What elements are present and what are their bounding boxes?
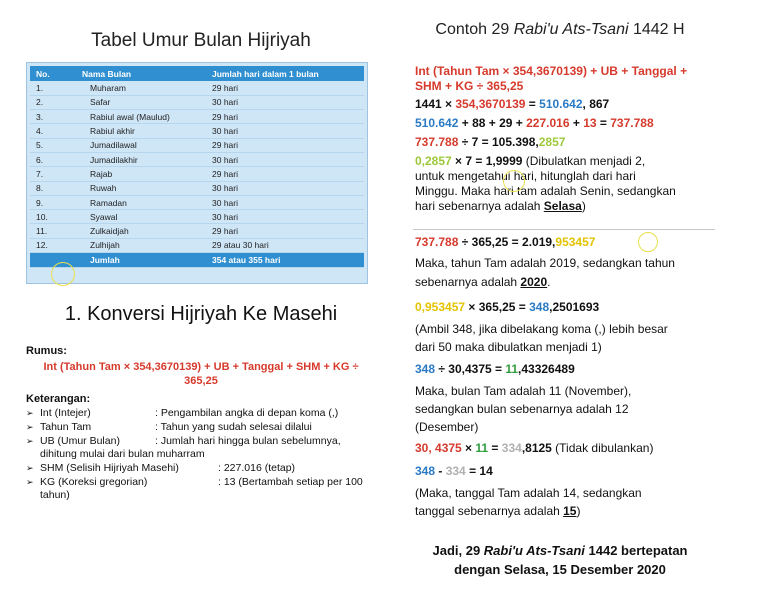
cell-days: 29 atau 30 hari	[206, 238, 364, 252]
cell-days: 30 hari	[206, 124, 364, 138]
step-1	[415, 97, 609, 112]
t: = 14	[465, 464, 493, 478]
list-item	[26, 435, 376, 461]
cell-month: Zulkaidjah	[76, 224, 206, 238]
t: 348	[529, 300, 550, 314]
t: 348	[415, 464, 436, 478]
t: 737.788	[415, 135, 459, 149]
desc: : 13 (Bertambah setiap per 100 tahun)	[40, 476, 363, 501]
t: 2020	[520, 275, 548, 289]
term: SHM (Selisih Hijriyah Masehi)	[40, 462, 179, 474]
list-item	[26, 407, 376, 420]
table-row	[30, 110, 364, 124]
term: Tahun Tam	[40, 421, 92, 433]
t: 348	[415, 362, 436, 376]
final-line1	[405, 541, 715, 560]
formula-line1: Int (Tahun Tam × 354,3670139) + UB + Tanggal +	[415, 64, 688, 78]
t: =	[488, 441, 502, 455]
cell-days: 30 hari	[206, 195, 364, 209]
cell-no: 12.	[30, 238, 76, 252]
arrow-bullet-icon: ➢	[26, 477, 34, 487]
t: 0,953457	[415, 300, 466, 314]
table-total-row	[30, 253, 364, 268]
keterangan-label: Keterangan:	[26, 393, 91, 405]
t: 737.788	[415, 235, 459, 249]
t: =	[525, 97, 540, 111]
t: ,43326489	[518, 362, 575, 376]
desc: : Tahun yang sudah selesai dilalui	[155, 421, 312, 433]
header-day-count: Jumlah hari dalam 1 bulan	[206, 66, 364, 81]
arrow-bullet-icon: ➢	[26, 408, 34, 418]
divider	[413, 229, 715, 230]
step-4-line3: Minggu. Maka hari tam adalah Senin, sedangkan	[415, 184, 676, 198]
t: 510.642	[415, 116, 459, 130]
t: .	[547, 275, 551, 289]
cursor-highlight-circle	[51, 262, 75, 286]
desc: : Pengambilan angka di depan koma (,)	[155, 407, 339, 419]
t: + 88 + 29 +	[458, 116, 527, 130]
cursor-highlight-circle	[638, 232, 658, 252]
final-conclusion	[405, 541, 715, 579]
t: 30, 4375	[415, 441, 462, 455]
t: 13	[583, 116, 597, 130]
table-row	[30, 195, 364, 209]
cell-month: Zulhijah	[76, 238, 206, 252]
rumus-formula	[26, 360, 376, 388]
term: UB (Umur Bulan)	[40, 435, 120, 447]
t: 510.642	[539, 97, 583, 111]
t: Selasa	[543, 199, 582, 213]
t: , 867	[582, 97, 610, 111]
t: ,8125	[521, 441, 552, 455]
arrow-bullet-icon: ➢	[26, 463, 34, 473]
cell-no: 11.	[30, 224, 76, 238]
cell-month: Jumadilawal	[76, 138, 206, 152]
arrow-bullet-icon: ➢	[26, 436, 34, 446]
step-6-line1: Maka, tahun Tam adalah 2019, sedangkan tahun	[415, 256, 675, 270]
cell-days: 29 hari	[206, 224, 364, 238]
table-row	[30, 124, 364, 138]
table-row	[30, 138, 364, 152]
section-title: 1. Konversi Hijriyah Ke Masehi	[64, 303, 338, 325]
cell-total-value: 354 atau 355 hari	[206, 253, 364, 268]
t: 953457	[555, 235, 596, 249]
t: × 365,25 =	[465, 300, 530, 314]
table-row	[30, 152, 364, 166]
left-panel	[26, 0, 376, 594]
step-10-line3: (Desember)	[415, 420, 479, 434]
step-12	[415, 464, 493, 479]
cell-no: 6.	[30, 152, 76, 166]
step-11	[415, 441, 653, 456]
cell-no: 8.	[30, 181, 76, 195]
step-13-line1: (Maka, tanggal Tam adalah 14, sedangkan	[415, 486, 642, 500]
step-9	[415, 362, 575, 377]
t: ÷ 365,25 = 2.019,	[458, 235, 556, 249]
cell-month: Muharam	[76, 81, 206, 95]
t: )	[581, 199, 586, 213]
cell-days: 30 hari	[206, 181, 364, 195]
step-13-line2	[415, 504, 580, 519]
t: tanggal sebenarnya adalah	[415, 504, 564, 518]
cell-days: 29 hari	[206, 138, 364, 152]
table-row	[30, 81, 364, 95]
cell-days: 29 hari	[206, 167, 364, 181]
example-title	[405, 21, 715, 39]
cell-no: 3.	[30, 110, 76, 124]
t: Jadi, 29	[432, 543, 484, 558]
cell-no: 10.	[30, 210, 76, 224]
table-title: Tabel Umur Bulan Hijriyah	[91, 30, 311, 51]
cell-days: 29 hari	[206, 81, 364, 95]
cell-month: Jumadilakhir	[76, 152, 206, 166]
cell-month: Ruwah	[76, 181, 206, 195]
cell-no: 7.	[30, 167, 76, 181]
cell-days: 30 hari	[206, 210, 364, 224]
title-italic: Rabi'u Ats-Tsani	[513, 21, 629, 38]
rumus-label: Rumus:	[26, 345, 67, 357]
header-month-name: Nama Bulan	[76, 66, 206, 81]
cell-month: Syawal	[76, 210, 206, 224]
t: 11	[475, 441, 489, 455]
step-4-line4	[415, 199, 586, 214]
cell-days: 30 hari	[206, 152, 364, 166]
cell-no: 2.	[30, 95, 76, 109]
hijri-month-table	[30, 66, 364, 268]
t: (Dibulatkan menjadi 2,	[522, 154, 646, 168]
step-5	[415, 235, 595, 250]
t: (Tidak dibulankan)	[551, 441, 654, 455]
t: 0,2857	[415, 154, 452, 168]
right-panel	[405, 0, 715, 594]
t: 11	[505, 362, 519, 376]
cell-no: 4.	[30, 124, 76, 138]
t: 354,3670139	[455, 97, 526, 111]
t: 2857	[538, 135, 566, 149]
t: sebenarnya adalah	[415, 275, 521, 289]
step-2	[415, 116, 654, 131]
t: 1442 bertepatan	[584, 543, 688, 558]
t: ,2501693	[549, 300, 600, 314]
cell-days: 29 hari	[206, 110, 364, 124]
t: × 7 = 1,9999	[451, 154, 523, 168]
arrow-bullet-icon: ➢	[26, 422, 34, 432]
t: 334	[501, 441, 522, 455]
formula-line2: SHM + KG ÷ 365,25	[415, 79, 524, 93]
t: +	[569, 116, 584, 130]
final-line2: dengan Selasa, 15 Desember 2020	[454, 562, 666, 577]
t: Rabi'u Ats-Tsani	[483, 543, 585, 558]
table-row	[30, 210, 364, 224]
cell-total-label: Jumlah	[76, 253, 206, 268]
cell-no: 5.	[30, 138, 76, 152]
t: ÷ 30,4375 =	[435, 362, 506, 376]
cell-no: 9.	[30, 195, 76, 209]
step-10-line2: sedangkan bulan sebenarnya adalah 12	[415, 402, 629, 416]
t: 737.788	[610, 116, 654, 130]
term: Int (Intejer)	[40, 407, 91, 419]
t: ×	[461, 441, 476, 455]
t: =	[596, 116, 611, 130]
term: KG (Koreksi gregorian)	[40, 476, 148, 488]
desc: : 227.016 (tetap)	[218, 462, 296, 474]
t: 15	[563, 504, 577, 518]
table-row	[30, 224, 364, 238]
step-6-line2	[415, 275, 550, 290]
list-item	[26, 421, 376, 434]
list-item	[26, 462, 376, 475]
step-4-line2: untuk mengetahui hari, hitunglah dari hari	[415, 169, 636, 183]
step-7	[415, 300, 599, 315]
t: -	[435, 464, 446, 478]
t: hari sebenarnya adalah	[415, 199, 544, 213]
table-header-row	[30, 66, 364, 81]
step-10-line1: Maka, bulan Tam adalah 11 (November),	[415, 384, 632, 398]
t: )	[576, 504, 581, 518]
cell-no: 1.	[30, 81, 76, 95]
title-prefix: Contoh 29	[435, 21, 514, 38]
title-suffix: 1442 H	[628, 21, 685, 38]
table-row	[30, 95, 364, 109]
cell-month: Rabiul akhir	[76, 124, 206, 138]
cell-month: Ramadan	[76, 195, 206, 209]
t: 1441 ×	[415, 97, 456, 111]
step-3	[415, 135, 565, 150]
step-8-line2: dari 50 maka dibulatkan menjadi 1)	[415, 340, 602, 354]
cell-month: Rajab	[76, 167, 206, 181]
desc: : Jumlah hari hingga bulan sebelumnya, dihitung mulai dari bulan muharram	[40, 435, 341, 460]
step-8-line1: (Ambil 348, jika dibelakang koma (,) lebih besar	[415, 322, 668, 336]
header-no: No.	[30, 66, 76, 81]
step-4	[415, 154, 645, 169]
cell-month: Safar	[76, 95, 206, 109]
table-row	[30, 238, 364, 252]
rumus-formula-line2: 365,25	[184, 375, 218, 387]
t: 334	[445, 464, 466, 478]
table-row	[30, 181, 364, 195]
list-item	[26, 476, 376, 502]
t: ÷ 7 = 105.398,	[458, 135, 539, 149]
keterangan-list	[26, 407, 376, 503]
rumus-formula-line1: Int (Tahun Tam × 354,3670139) + UB + Tanggal + SHM + KG ÷	[43, 361, 359, 373]
t: 227.016	[526, 116, 570, 130]
cell-month: Rabiul awal (Maulud)	[76, 110, 206, 124]
cell-days: 30 hari	[206, 95, 364, 109]
table-row	[30, 167, 364, 181]
cursor-highlight-circle	[503, 170, 525, 192]
